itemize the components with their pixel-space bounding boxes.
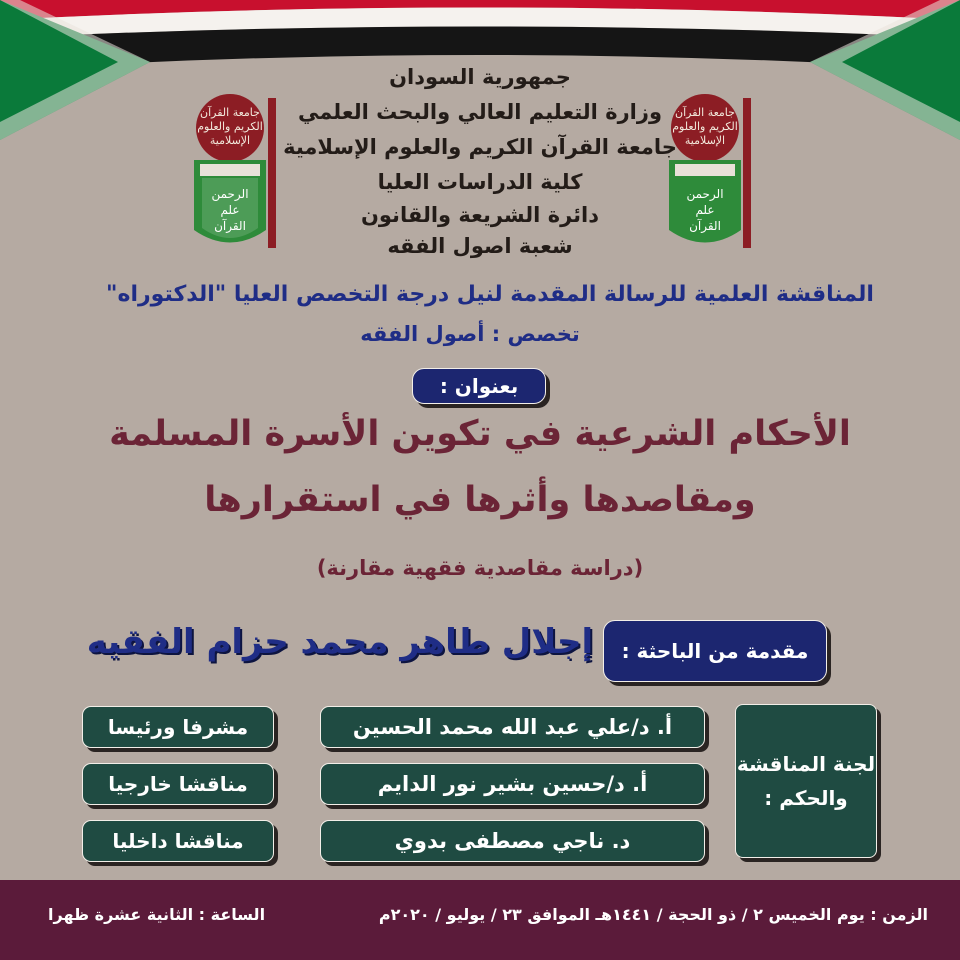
committee-label-line2: والحكم :	[764, 786, 848, 810]
defense-intro: المناقشة العلمية للرسالة المقدمة لنيل درجة التخصص العليا "الدكتوراه"	[106, 282, 874, 307]
svg-text:الكريم والعلوم: الكريم والعلوم	[672, 120, 738, 133]
svg-text:علم: علم	[695, 203, 715, 217]
researcher-label-badge: مقدمة من الباحثة :	[603, 620, 827, 682]
footer-time: الساعة : الثانية عشرة ظهرا	[48, 905, 266, 924]
svg-text:القرآن: القرآن	[214, 219, 246, 233]
committee-label-box	[735, 704, 877, 858]
svg-text:الكريم والعلوم: الكريم والعلوم	[197, 120, 263, 133]
researcher-name: إجلال طاهر محمد حزام الفقيه	[86, 622, 594, 662]
svg-text:الرحمن: الرحمن	[211, 187, 249, 201]
svg-text:جامعة القرآن: جامعة القرآن	[200, 106, 260, 119]
header-college: كلية الدراسات العليا	[377, 170, 583, 194]
committee-member-role: مناقشا خارجيا	[82, 763, 274, 805]
svg-text:الإسلامية: الإسلامية	[684, 134, 726, 147]
committee-member-name: أ. د/علي عبد الله محمد الحسين	[320, 706, 705, 748]
thesis-title-line2: ومقاصدها وأثرها في استقرارها	[204, 480, 756, 520]
header-country: جمهورية السودان	[389, 65, 571, 89]
svg-text:جامعة القرآن: جامعة القرآن	[675, 106, 735, 119]
header-university: جامعة القرآن الكريم والعلوم الإسلامية	[283, 135, 677, 159]
title-label-badge: بعنوان :	[412, 368, 546, 404]
header-department: دائرة الشريعة والقانون	[360, 203, 600, 227]
thesis-title-line1: الأحكام الشرعية في تكوين الأسرة المسلمة	[109, 414, 851, 454]
svg-text:علم: علم	[220, 203, 240, 217]
committee-label-line1: لجنة المناقشة	[736, 752, 876, 776]
specialty: تخصص : أصول الفقه	[360, 322, 580, 346]
svg-text:القرآن: القرآن	[689, 219, 721, 233]
committee-member-role: مناقشا داخليا	[82, 820, 274, 862]
committee-member-name: أ. د/حسين بشير نور الدايم	[320, 763, 705, 805]
committee-member-role: مشرفا ورئيسا	[82, 706, 274, 748]
svg-text:الرحمن: الرحمن	[686, 187, 724, 201]
svg-text:الإسلامية: الإسلامية	[209, 134, 251, 147]
header-division: شعبة اصول الفقه	[387, 234, 573, 258]
thesis-subtitle: (دراسة مقاصدية فقهية مقارنة)	[316, 556, 644, 580]
committee-member-name: د. ناجي مصطفى بدوي	[320, 820, 705, 862]
footer-date: الزمن : يوم الخميس ٢ / ذو الحجة / ١٤٤١هـ الموافق ٢٣ / يوليو / ٢٠٢٠م	[378, 905, 928, 924]
header-ministry: وزارة التعليم العالي والبحث العلمي	[297, 100, 663, 124]
